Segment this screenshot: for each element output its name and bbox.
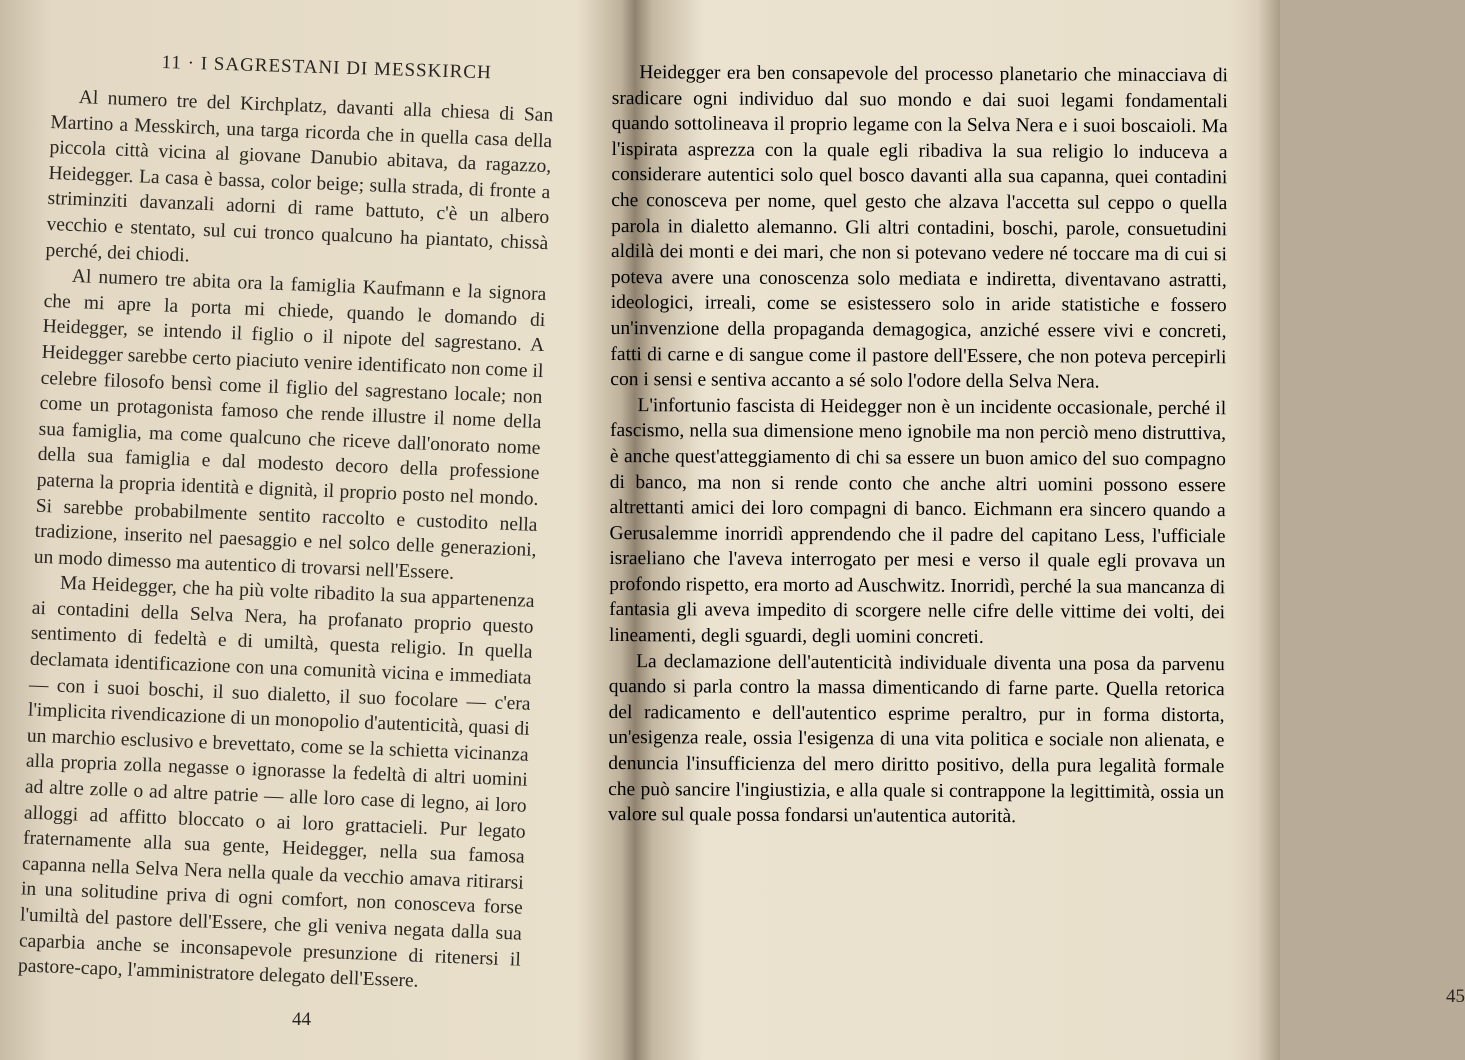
- paragraph: Al numero tre del Kirchplatz, davanti alla chiesa di San Martino a Messkirch, una targa ricorda che in quella casa della piccola città vicina al giovane Danubio abitava, da ragazzo, Heidegger. La casa è bassa, color beige; sulla strada, di fronte a striminziti davanzali adorni di rame battuto, c'è un albero vecchio e stentato, sul cui tronco qualcuno ha piantato, chissà perché, dei chiodi.: [45, 87, 554, 266]
- page-number: 45: [1446, 986, 1465, 1007]
- paragraph: La declamazione dell'autenticità individuale diventa una posa da parvenu quando si parla contro la massa dimenticando di farne parte. Quella retorica del radicamento e dell'autentico esprime peraltro, pur in forma distorta, un'esigenza reale, ossia l'esigenza di una vita politica e sociale non alienata, e denuncia l'insufficienza del mero diritto positivo, della pura legalità formale che può sancire l'ingiustizia, e alla quale si contrappone la legittimità, ossia un valore sul quale possa fondarsi un'autentica autorità.: [607, 650, 1225, 828]
- right-page-body: [608, 60, 1228, 831]
- paragraph: Ma Heidegger, che ha più volte ribadito la sua appartenenza ai contadini della Selva Nera, ha profanato proprio questo sentimento di fedeltà e di umiltà, questa religio. In quella declamata identificazione con una comunità vicina e immediata — con i suoi boschi, il suo dialetto, il suo focolare — c'era l'implicita rivendicazione di un monopolio d'autenticità, quasi di un marchio esclusivo e brevettato, come se la schietta vicinanza alla propria zolla negasse o ignorasse la fedeltà di altri uomini ad altre zolle o ad altre patrie — alle loro case di legno, ai loro alloggi ad affitto bloccato o ai loro grattacieli. Pur legato fraternamente alla sua gente, Heidegger, nella sua famosa capanna nella Selva Nera nella quale da vecchio amava ritirarsi in una solitudine priva di ogni comfort, non conosceva forse l'umiltà del pastore dell'Essere, che gli veniva negata dalla sua caparbia anche se inconsapevole presunzione di ritenersi il pastore-capo, l'amministratore delegato dell'Essere.: [17, 572, 535, 992]
- left-page: [0, 0, 600, 1060]
- paragraph: Al numero tre abita ora la famiglia Kaufmann e la signora che mi apre la porta mi chiede, quando le domando di Heidegger, se intendo il figlio o il nipote del sagrestano. A Heidegger sarebbe certo piaciuto venire identificato non come il celebre filosofo bensì come il figlio del sagrestano locale; non come un protagonista famoso che rende illustre il nome della sua famiglia, ma come qualcuno che riceve dall'onorato nome della sua famiglia e dal modesto decoro della professione paterna la propria identità e dignità, il proprio posto nel mondo. Si sarebbe probabilmente sentito raccolto e custodito nella tradizione, inserito nel paesaggio e nel solco delle generazioni, un modo dimesso ma autentico di trovarsi nell'Essere.: [33, 266, 547, 584]
- running-head: 11 · I SAGRESTANI DI MESSKIRCH: [161, 52, 493, 84]
- paragraph: Heidegger era ben consapevole del processo planetario che minacciava di sradicare ogni individuo dal suo mondo e dai suoi legami fondamentali quando sottolineava il proprio legame con la Selva Nera e i suoi boscaioli. Ma l'ispirata asprezza con la quale egli ribadiva la sua religio lo induceva a considerare autentici solo quel bosco davanti alla sua capanna, quei contadini che conosceva per nome, quel gesto che alzava l'accetta sul ceppo o quella parola in dialetto alemanno. Gli altri contadini, boschi, parole, consuetudini aldilà dei monti e dei mari, che non si potevano vedere né toccare ma di cui si poteva avere una conoscenza solo mediata e indiretta, diventavano astratti, ideologici, irreali, come se esistessero solo in aride statistiche e fossero un'invenzione della propaganda demagogica, anziché essere vivi e concreti, fatti di carne e di sangue come il pastore dell'Essere, che non poteva percepirli con i sensi e sentiva accanto a sé solo l'odore della Selva Nera.: [610, 62, 1228, 393]
- left-page-body: [18, 84, 554, 998]
- page-edge-shadow: [1258, 0, 1280, 1060]
- page-number: 44: [292, 1009, 311, 1030]
- paragraph: L'infortunio fascista di Heidegger non è un incidente occasionale, perché il fascismo, nella sua dimensione meno ignobile ma non perciò meno distruttiva, è anche quest'atteggiamento di chi sa essere un buon amico del suo compagno di banco, ma non si rende conto che anche altri uomini possono essere altrettanti amici dei loro compagni di banco. Eichmann era sincero quando a Gerusalemme inorridì apprendendo che il padre del capitano Less, l'ufficiale israeliano che l'aveva interrogato per mesi e verso il quale egli provava un profondo rispetto, era morto ad Auschwitz. Inorridì, perché la sua mancanza di fantasia gli aveva impedito di scorgere nelle cifre delle vittime dei volti, dei lineamenti, degli sguardi, degli uomini concreti.: [608, 394, 1227, 649]
